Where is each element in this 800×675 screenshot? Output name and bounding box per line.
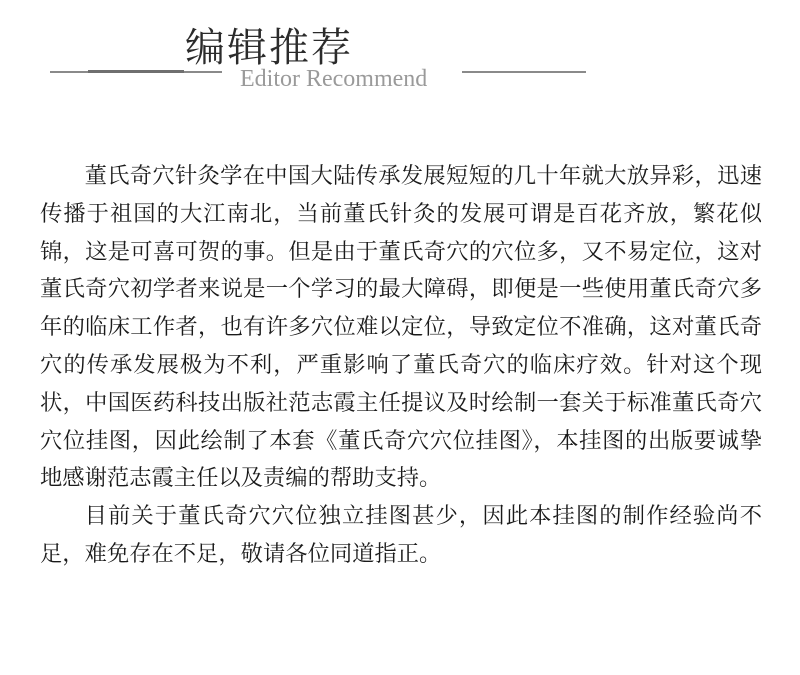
header-divider-right <box>462 71 586 73</box>
section-title: 编辑推荐 <box>185 25 353 71</box>
recommendation-body <box>40 158 762 574</box>
section-subtitle: Editor Recommend <box>240 66 428 92</box>
header-divider-left <box>50 71 222 73</box>
paragraph-intro: 董氏奇穴针灸学在中国大陆传承发展短短的几十年就大放异彩，迅速传播于祖国的大江南北，当前董氏针灸的发展可谓是百花齐放，繁花似锦，这是可喜可贺的事。但是由于董氏奇穴的穴位多，又不易定位，这对董氏奇穴初学者来说是一个学习的最大障碍，即便是一些使用董氏奇穴多年的临床工作者，也有许多穴位难以定位，导致定位不准确，这对董氏奇穴的传承发展极为不利，严重影响了董氏奇穴的临床疗效。针对这个现状，中国医药科技出版社范志霞主任提议及时绘制一套关于标准董氏奇穴穴位挂图，因此绘制了本套《董氏奇穴穴位挂图》，本挂图的出版要诚挚地感谢范志霞主任以及责编的帮助支持。 <box>40 163 762 492</box>
paragraph-closing: 目前关于董氏奇穴穴位独立挂图甚少，因此本挂图的制作经验尚不足，难免存在不足，敬请各位同道指正。 <box>40 503 762 567</box>
section-header <box>0 0 800 110</box>
